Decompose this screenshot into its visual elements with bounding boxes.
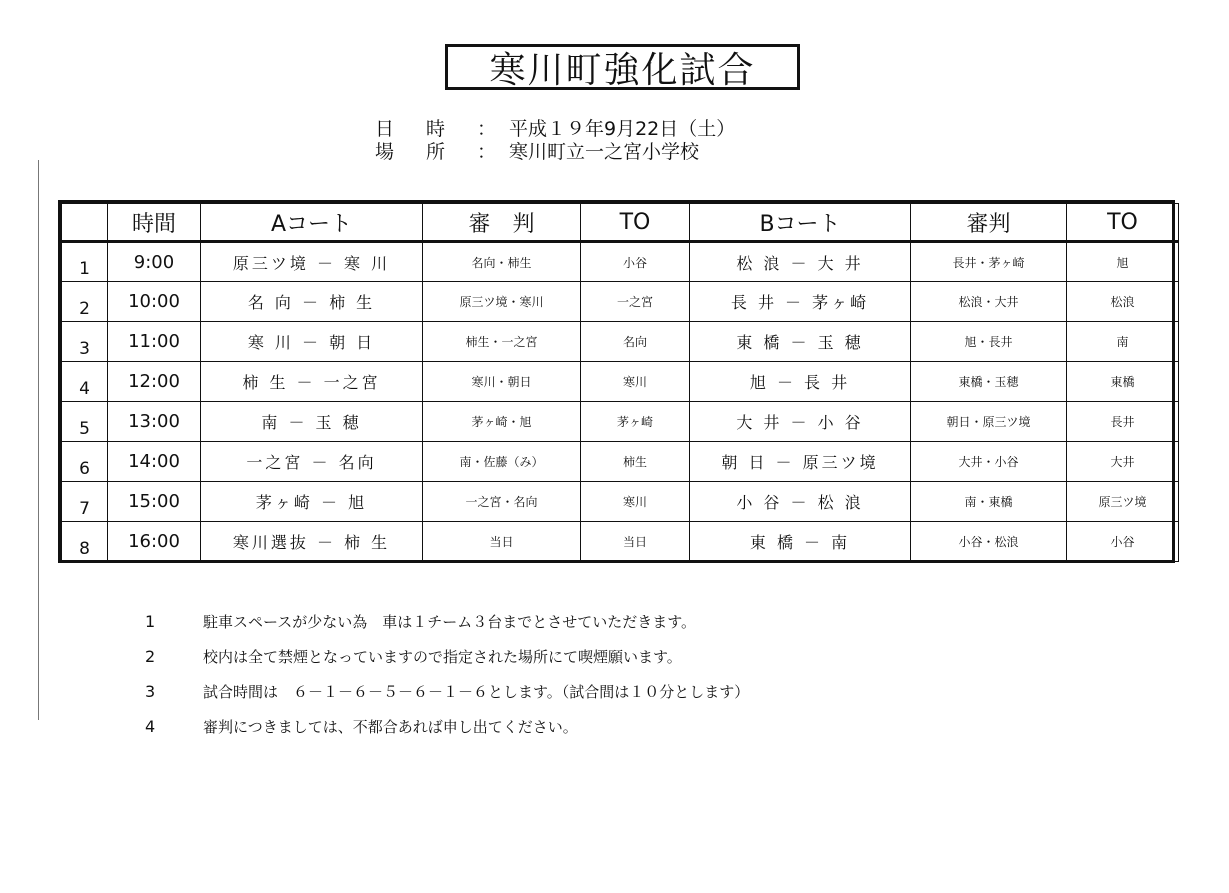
table-header-row bbox=[62, 204, 1179, 242]
header-b-to: TO bbox=[1067, 204, 1179, 242]
date-line: 日 時 ： 平成１９年9月22日（土） bbox=[375, 114, 735, 141]
header-a-court: Aコート bbox=[201, 204, 423, 242]
scan-margin-line bbox=[38, 160, 39, 720]
list-item: 4 審判につきましては、不都合あれば申し出てください。 bbox=[145, 717, 578, 736]
place-line: 場 所 ： 寒川町立一之宮小学校 bbox=[375, 137, 699, 164]
event-date: 平成１９年9月22日（土） bbox=[509, 118, 736, 140]
table-row: 4 12:00 柿 生 － 一之宮 寒川・朝日 寒川 旭 － 長 井 東橋・玉穂 東橋 bbox=[62, 362, 1179, 402]
header-a-to: TO bbox=[581, 204, 690, 242]
notes-list bbox=[145, 604, 749, 744]
table-row: 6 14:00 一之宮 － 名向 南・佐藤（み） 柿生 朝 日 － 原三ツ境 大井・小谷 大井 bbox=[62, 442, 1179, 482]
list-item: 2 校内は全て禁煙となっていますので指定された場所にて喫煙願います。 bbox=[145, 647, 682, 666]
table-row: 3 11:00 寒 川 － 朝 日 柿生・一之宮 名向 東 橋 － 玉 穂 旭・長井 南 bbox=[62, 322, 1179, 362]
header-time: 時間 bbox=[108, 204, 201, 242]
event-place: 寒川町立一之宮小学校 bbox=[509, 141, 700, 163]
document-title: 寒川町強化試合 bbox=[445, 44, 800, 90]
table-row: 7 15:00 茅ヶ崎 － 旭 一之宮・名向 寒川 小 谷 － 松 浪 南・東橋 原三ツ境 bbox=[62, 482, 1179, 522]
table-row: 8 16:00 寒川選抜 － 柿 生 当日 当日 東 橋 － 南 小谷・松浪 小谷 bbox=[62, 522, 1179, 562]
table-row: 5 13:00 南 － 玉 穂 茅ヶ崎・旭 茅ヶ崎 大 井 － 小 谷 朝日・原三ツ境 長井 bbox=[62, 402, 1179, 442]
header-no bbox=[62, 204, 108, 242]
schedule-table bbox=[58, 200, 1175, 563]
header-b-referee: 審判 bbox=[911, 204, 1067, 242]
header-b-court: Bコート bbox=[690, 204, 911, 242]
list-item: 3 試合時間は ６－１－６－５－６－１－６とします。（試合間は１０分とします） bbox=[145, 682, 750, 701]
header-a-referee: 審 判 bbox=[423, 204, 581, 242]
table-row: 2 10:00 名 向 － 柿 生 原三ツ境・寒川 一之宮 長 井 － 茅ヶ崎 松浪・大井 松浪 bbox=[62, 282, 1179, 322]
table-row: 1 9:00 原三ツ境 － 寒 川 名向・柿生 小谷 松 浪 － 大 井 長井・茅ヶ崎 旭 bbox=[62, 242, 1179, 282]
list-item: 1 駐車スペースが少ない為 車は１チーム３台までとさせていただきます。 bbox=[145, 612, 697, 631]
